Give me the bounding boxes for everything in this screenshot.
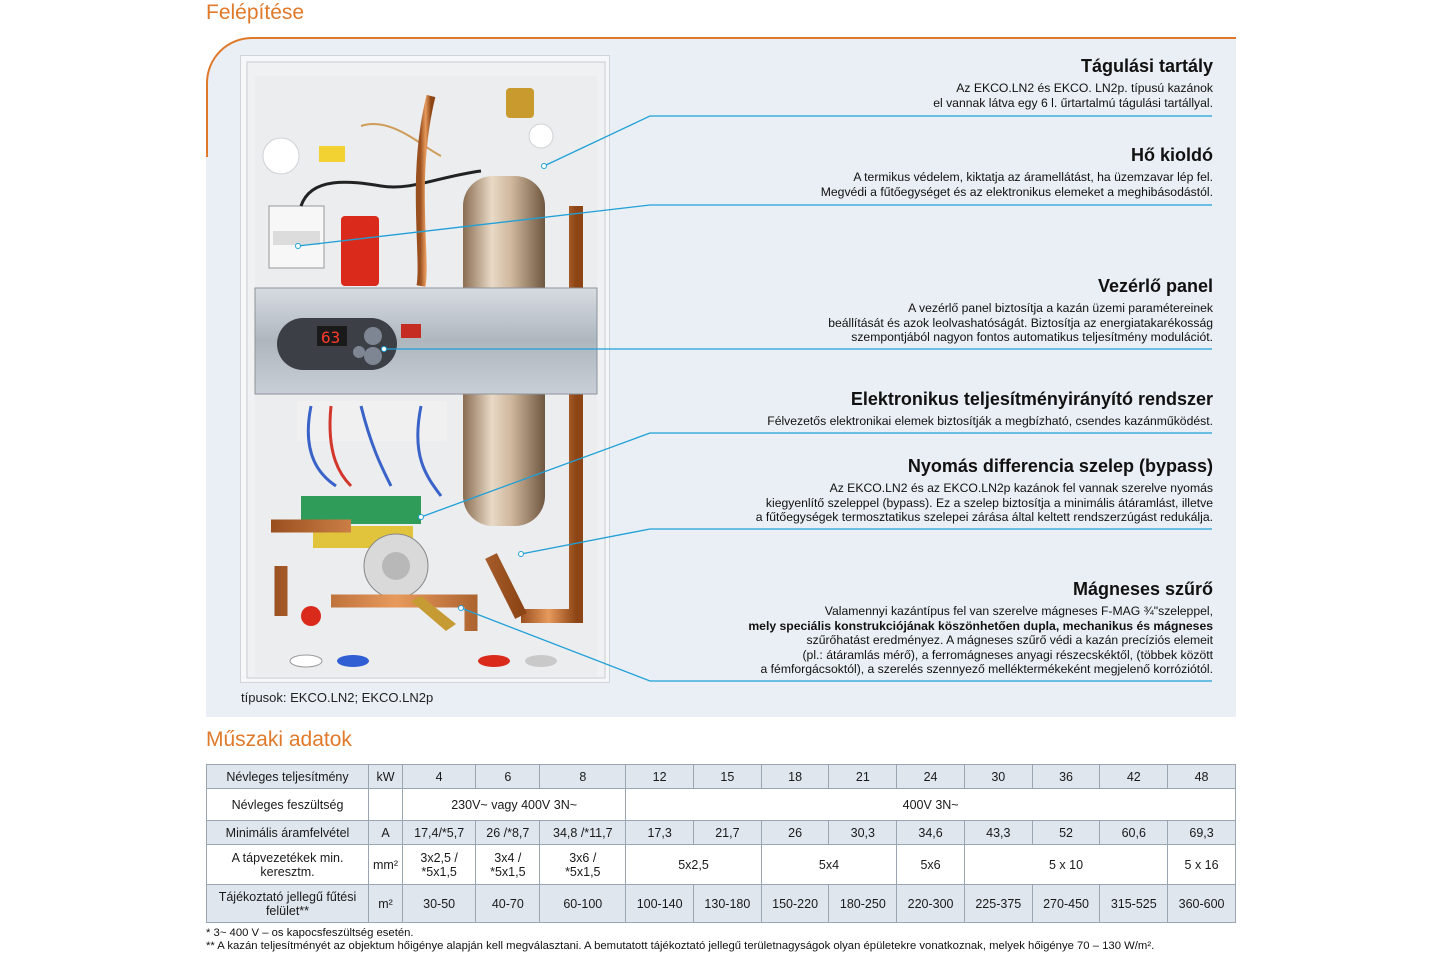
- section-title-technical-data: Műszaki adatok: [206, 728, 352, 751]
- feature-line: beállítását és azok leolvashatóságát. Biztosítja az energiatakarékosság: [828, 315, 1213, 330]
- feature-magnetic-filter: [593, 579, 1213, 677]
- table-cell: 5 x 16: [1168, 845, 1236, 885]
- feature-line: a fémforgácsoktól), a szerelés szennyező melléktermékeként megjelenő korróziótól.: [760, 662, 1213, 676]
- table-cell: 30,3: [829, 821, 897, 845]
- table-cell: 315-525: [1100, 885, 1168, 923]
- footnote-voltage: * 3~ 400 V – os kapocsfeszültség esetén.: [206, 927, 414, 939]
- table-cell: [476, 845, 540, 885]
- feature-title: Vezérlő panel: [1097, 276, 1213, 296]
- feature-title: Mágneses szűrő: [1072, 579, 1213, 599]
- table-cell: 18: [761, 765, 829, 789]
- table-cell: 26 /*8,7: [476, 821, 540, 845]
- table-cell: 34,6: [897, 821, 965, 845]
- table-row: [207, 765, 1236, 789]
- table-cell: 60-100: [540, 885, 626, 923]
- table-cell: 225-375: [964, 885, 1032, 923]
- footnote-heating-area: ** A kazán teljesítményét az objektum hőigénye alapján kell megválasztani. A bemutatott tájékoztató jellegű területnagyságok olyan épületekre vonatkoznak, melyek hőigénye 70 – 130 W/m².: [206, 940, 1155, 952]
- section-title-structure: Felépítése: [206, 1, 305, 24]
- feature-title: Nyomás differencia szelep (bypass): [907, 456, 1213, 476]
- table-cell: 400V 3N~: [626, 789, 1236, 821]
- row-label-line: felület**: [265, 903, 310, 918]
- row-unit: [369, 789, 403, 821]
- table-cell: 12: [626, 765, 694, 789]
- feature-bypass-valve: [593, 456, 1213, 525]
- table-cell: 6: [476, 765, 540, 789]
- row-unit: A: [369, 821, 403, 845]
- feature-expansion-tank: [653, 56, 1213, 110]
- table-cell: 230V~ vagy 400V 3N~: [403, 789, 626, 821]
- table-cell: 26: [761, 821, 829, 845]
- spec-table: [206, 764, 1236, 923]
- cell-line: 3x4 /: [494, 850, 522, 865]
- feature-line: Valamennyi kazántípus fel van szerelve mágneses F-MAG ¾"szeleppel,: [824, 604, 1213, 618]
- feature-line: szempontjából nagyon fontos automatikus teljesítmény modulációt.: [851, 330, 1213, 344]
- feature-thermal-cutout: [653, 145, 1213, 199]
- cell-line: 3x6 /: [569, 850, 597, 865]
- feature-line: szűrőhatást eredményez. A mágneses szűrő védi a kazán precíziós elemeit: [806, 633, 1213, 647]
- row-label: Névleges feszültség: [207, 789, 369, 821]
- table-cell: 52: [1032, 821, 1100, 845]
- table-cell: 17,3: [626, 821, 694, 845]
- table-cell: 5x2,5: [626, 845, 761, 885]
- table-cell: 5 x 10: [964, 845, 1167, 885]
- row-label: Minimális áramfelvétel: [207, 821, 369, 845]
- table-cell: 24: [897, 765, 965, 789]
- table-cell: 60,6: [1100, 821, 1168, 845]
- table-cell: 17,4/*5,7: [403, 821, 476, 845]
- table-cell: 42: [1100, 765, 1168, 789]
- table-cell: 30-50: [403, 885, 476, 923]
- row-unit: m²: [369, 885, 403, 923]
- table-cell: 4: [403, 765, 476, 789]
- table-cell: 130-180: [694, 885, 762, 923]
- cell-line: *5x1,5: [421, 864, 457, 879]
- table-cell: 21: [829, 765, 897, 789]
- feature-line: Félvezetős elektronikai elemek biztosítják a megbízható, csendes kazánműködést.: [767, 414, 1213, 428]
- feature-title: Tágulási tartály: [1080, 56, 1213, 76]
- row-unit: kW: [369, 765, 403, 789]
- table-row: [207, 789, 1236, 821]
- row-label-line: A tápvezetékek min.: [231, 850, 344, 865]
- table-row: [207, 845, 1236, 885]
- table-row: [207, 885, 1236, 923]
- types-caption: típusok: EKCO.LN2; EKCO.LN2p: [241, 690, 434, 705]
- feature-title: Hő kioldó: [1131, 145, 1213, 165]
- row-label-line: Tájékoztató jellegű fűtési: [218, 889, 357, 904]
- feature-line: kiegyenlítő szeleppel (bypass). Ez a szelep biztosítja a minimális átáramlást, illetve: [765, 495, 1213, 510]
- table-cell: 40-70: [476, 885, 540, 923]
- feature-line: Megvédi a fűtőegységet és az elektronikus elemeket a meghibásodástól.: [820, 184, 1213, 199]
- table-cell: 21,7: [694, 821, 762, 845]
- feature-line: A vezérlő panel biztosítja a kazán üzemi paramétereinek: [908, 301, 1213, 315]
- feature-title: Elektronikus teljesítményirányító rendszer: [850, 389, 1213, 409]
- table-cell: 34,8 /*11,7: [540, 821, 626, 845]
- table-cell: 48: [1168, 765, 1236, 789]
- table-cell: 100-140: [626, 885, 694, 923]
- feature-line: Az EKCO.LN2 és EKCO. LN2p. típusú kazánok: [956, 81, 1213, 95]
- table-cell: 15: [694, 765, 762, 789]
- feature-line: (pl.: átáramlás mérő), a ferromágneses anyagi részecskéktől, (többek között: [802, 647, 1213, 662]
- display-readout: 63: [321, 328, 341, 347]
- table-cell: [403, 845, 476, 885]
- table-cell: 8: [540, 765, 626, 789]
- feature-power-control: [593, 389, 1213, 429]
- feature-line: Az EKCO.LN2 és az EKCO.LN2p kazánok fel vannak szerelve nyomás: [829, 481, 1213, 495]
- row-label: [207, 885, 369, 923]
- row-label-line: keresztm.: [260, 864, 315, 879]
- row-unit: mm²: [369, 845, 403, 885]
- feature-line: a fűtőegységek termosztatikus szelepei zárása által keltett rendszerzúgást redukálja.: [755, 510, 1213, 524]
- feature-line: A termikus védelem, kiktatja az áramellátást, ha üzemzavar lép fel.: [853, 170, 1213, 184]
- row-label: [207, 845, 369, 885]
- table-cell: 5x4: [761, 845, 896, 885]
- row-label: Névleges teljesítmény: [207, 765, 369, 789]
- cell-line: *5x1,5: [490, 864, 526, 879]
- table-cell: 220-300: [897, 885, 965, 923]
- cell-line: *5x1,5: [565, 864, 601, 879]
- feature-control-panel: [653, 276, 1213, 345]
- table-cell: 150-220: [761, 885, 829, 923]
- feature-line: el vannak látva egy 6 l. űrtartalmú tágulási tartállyal.: [933, 95, 1213, 110]
- table-cell: 360-600: [1168, 885, 1236, 923]
- table-cell: 43,3: [964, 821, 1032, 845]
- table-cell: 69,3: [1168, 821, 1236, 845]
- feature-line: mely speciális konstrukciójának köszönhetően dupla, mechanikus és mágneses: [748, 618, 1213, 633]
- table-cell: 36: [1032, 765, 1100, 789]
- table-row: [207, 821, 1236, 845]
- table-cell: 5x6: [897, 845, 965, 885]
- table-cell: 270-450: [1032, 885, 1100, 923]
- table-cell: 180-250: [829, 885, 897, 923]
- table-cell: [540, 845, 626, 885]
- table-cell: 30: [964, 765, 1032, 789]
- cell-line: 3x2,5 /: [420, 850, 458, 865]
